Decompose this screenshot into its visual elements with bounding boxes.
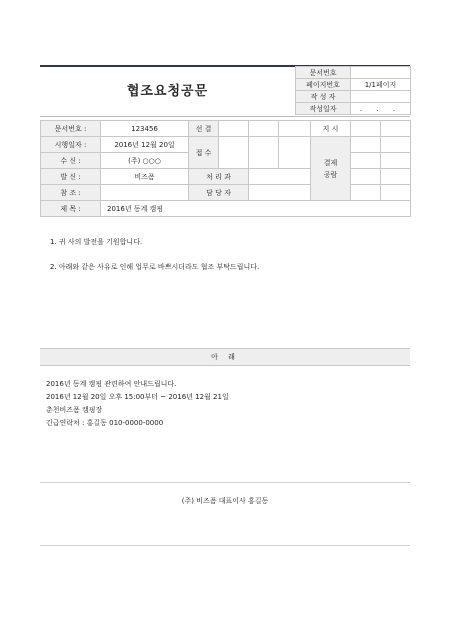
subject-label: 제 목 : bbox=[41, 201, 101, 217]
detail-line-3: 춘천비즈폼 캠핑장 bbox=[46, 406, 103, 414]
detail-line-1: 2016년 동계 캠핑 관련하여 안내드립니다. bbox=[46, 380, 177, 388]
sender-signature: (주) 비즈폼 대표이사 홍길동 bbox=[181, 497, 269, 505]
enforce-date-label: 시행일자 : bbox=[41, 137, 101, 153]
date-value: . . . bbox=[351, 103, 411, 115]
subject-value: 2016년 동계 캠핑 bbox=[101, 201, 411, 217]
below-label: 아 래 bbox=[211, 353, 239, 361]
handling-dept-label: 처 리 과 bbox=[189, 169, 249, 185]
footer-bottom-rule bbox=[40, 545, 410, 546]
doc-no-label: 문서번호 : bbox=[41, 121, 101, 137]
reference-value bbox=[101, 185, 189, 201]
public-view-label: 공람 bbox=[323, 170, 338, 179]
detail-line-4: 긴급연락처 : 홍길동 010-0000-0000 bbox=[46, 419, 164, 427]
page-number-value: 1/1페이지 bbox=[351, 79, 411, 91]
doc-number-label: 문서번호 bbox=[296, 67, 351, 79]
seongyeol-label: 선 결 bbox=[189, 121, 219, 137]
reference-label: 참 조 : bbox=[41, 185, 101, 201]
author-label: 작 성 자 bbox=[296, 91, 351, 103]
approval-cell bbox=[311, 137, 351, 201]
approval-label: 결제 bbox=[323, 158, 338, 167]
jeopsu-label: 접 수 bbox=[189, 137, 219, 169]
document-title: 협조요청공문 bbox=[126, 83, 209, 99]
info-table bbox=[40, 120, 411, 217]
date-label: 작성일자 bbox=[296, 103, 351, 115]
footer-top-rule bbox=[40, 482, 410, 483]
header-bottom-rule bbox=[40, 116, 410, 117]
body-line-2: 2. 아래와 같은 사유로 인해 업무로 바쁘시더라도 협조 부탁드립니다. bbox=[50, 263, 260, 271]
sender-label: 발 신 : bbox=[41, 169, 101, 185]
detail-line-2: 2016년 12월 20일 오후 15:00부터 ~ 2016년 12월 21일 bbox=[46, 393, 229, 401]
person-in-charge-label: 담 당 자 bbox=[189, 185, 249, 201]
instruction-label: 지 시 bbox=[311, 121, 351, 137]
author-value bbox=[351, 91, 411, 103]
recipient-value: (주) ○○○ bbox=[101, 153, 189, 169]
page-number-label: 페이지번호 bbox=[296, 79, 351, 91]
below-section-header bbox=[40, 348, 410, 366]
recipient-label: 수 신 : bbox=[41, 153, 101, 169]
sender-value: 비즈폼 bbox=[101, 169, 189, 185]
enforce-date-value: 2016년 12월 20일 bbox=[101, 137, 189, 153]
body-line-1: 1. 귀 사의 발전을 기원합니다. bbox=[50, 238, 143, 246]
meta-table bbox=[295, 66, 411, 115]
doc-no-value: 123456 bbox=[101, 121, 189, 137]
doc-number-value bbox=[351, 67, 411, 79]
